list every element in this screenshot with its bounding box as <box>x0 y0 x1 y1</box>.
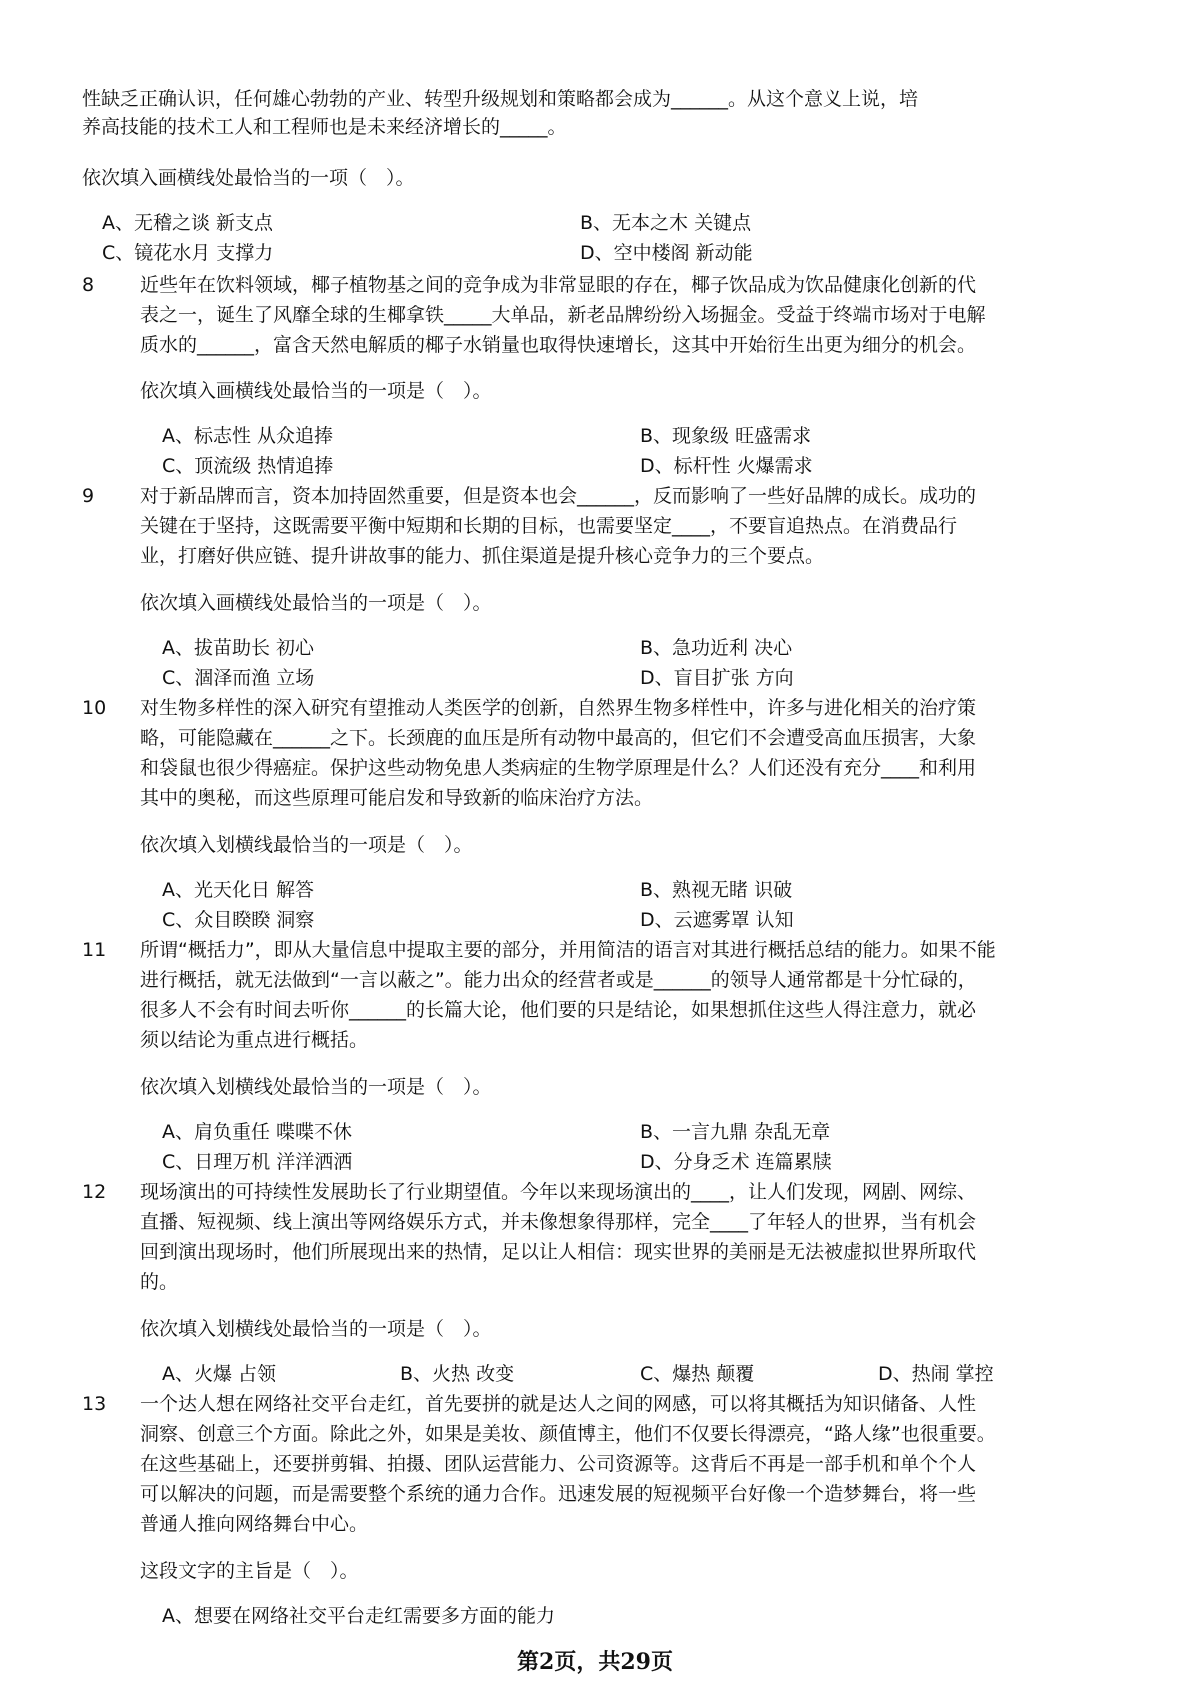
intro-option-c: C、镜花水月 支撑力 <box>102 242 274 264</box>
question-10-line-3: 和袋鼠也很少得癌症。保护这些动物免患人类病症的生物学原理是什么？人们还没有充分____和利用 <box>140 757 977 779</box>
question-13-prompt: 这段文字的主旨是（ ）。 <box>140 1560 359 1582</box>
intro-option-a: A、无稽之谈 新支点 <box>102 212 274 234</box>
question-8-option-a: A、标志性 从众追捧 <box>162 425 334 447</box>
question-12-prompt: 依次填入划横线处最恰当的一项是（ ）。 <box>140 1318 492 1340</box>
question-13-line-2: 洞察、创意三个方面。除此之外，如果是美妆、颜值博主，他们不仅要长得漂亮，“路人缘”也很重要。 <box>140 1423 996 1445</box>
question-9-number: 9 <box>82 485 95 507</box>
question-8-line-2: 表之一，诞生了风靡全球的生椰拿铁_____大单品，新老品牌纷纷入场掘金。受益于终端市场对于电解 <box>140 304 986 326</box>
question-8-prompt: 依次填入画横线处最恰当的一项是（ ）。 <box>140 380 492 402</box>
question-8-option-c: C、顶流级 热情追捧 <box>162 455 334 477</box>
question-11-line-2: 进行概括，就无法做到“一言以蔽之”。能力出众的经营者或是______的领导人通常都是十分忙碌的， <box>140 969 977 991</box>
question-10-option-b: B、熟视无睹 识破 <box>640 879 793 901</box>
question-11-number: 11 <box>82 939 107 961</box>
question-9-line-2: 关键在于坚持，这既需要平衡中短期和长期的目标，也需要坚定____，不要盲追热点。在消费品行 <box>140 515 958 537</box>
question-10-option-c: C、众目睽睽 洞察 <box>162 909 315 931</box>
question-11-line-4: 须以结论为重点进行概括。 <box>140 1029 369 1051</box>
intro-option-b: B、无本之木 关键点 <box>580 212 752 234</box>
question-8-option-b: B、现象级 旺盛需求 <box>640 425 812 447</box>
question-12-number: 12 <box>82 1181 107 1203</box>
intro-line-1: 性缺乏正确认识，任何雄心勃勃的产业、转型升级规划和策略都会成为______。从这个意义上说，培 <box>82 88 919 110</box>
question-11-option-b: B、一言九鼎 杂乱无章 <box>640 1121 831 1143</box>
question-13-number: 13 <box>82 1393 107 1415</box>
question-12-line-3: 回到演出现场时，他们所展现出来的热情，足以让人相信：现实世界的美丽是无法被虚拟世界所取代 <box>140 1241 977 1263</box>
question-12-option-c: C、爆热 颠覆 <box>640 1363 755 1385</box>
page-footer: 第2页，共29页 <box>517 1649 673 1675</box>
question-10-option-d: D、云遮雾罩 认知 <box>640 909 794 931</box>
question-12-option-d: D、热闹 掌控 <box>878 1363 994 1385</box>
question-8-number: 8 <box>82 274 95 296</box>
question-9-line-3: 业，打磨好供应链、提升讲故事的能力、抓住渠道是提升核心竞争力的三个要点。 <box>140 545 825 567</box>
question-11-option-a: A、肩负重任 喋喋不休 <box>162 1121 353 1143</box>
question-12-option-b: B、火热 改变 <box>400 1363 515 1385</box>
question-13-line-3: 在这些基础上，还要拼剪辑、拍摄、团队运营能力、公司资源等。这背后不再是一部手机和单个个人 <box>140 1453 977 1475</box>
question-12-line-2: 直播、短视频、线上演出等网络娱乐方式，并未像想象得那样，完全____了年轻人的世界，当有机会 <box>140 1211 977 1233</box>
question-10-number: 10 <box>82 697 107 719</box>
question-11-option-c: C、日理万机 洋洋洒洒 <box>162 1151 353 1173</box>
question-11-line-1: 所谓“概括力”，即从大量信息中提取主要的部分，并用简洁的语言对其进行概括总结的能力。如果不能 <box>140 939 996 961</box>
question-10-line-1: 对生物多样性的深入研究有望推动人类医学的创新，自然界生物多样性中，许多与进化相关的治疗策 <box>140 697 977 719</box>
question-13-line-1: 一个达人想在网络社交平台走红，首先要拼的就是达人之间的网感，可以将其概括为知识储备、人性 <box>140 1393 977 1415</box>
question-9-option-b: B、急功近利 决心 <box>640 637 793 659</box>
question-9-prompt: 依次填入画横线处最恰当的一项是（ ）。 <box>140 592 492 614</box>
question-9-option-a: A、拔苗助长 初心 <box>162 637 315 659</box>
question-12-option-a: A、火爆 占领 <box>162 1363 277 1385</box>
question-8-option-d: D、标杆性 火爆需求 <box>640 455 813 477</box>
intro-prompt: 依次填入画横线处最恰当的一项（ ）。 <box>82 167 415 189</box>
question-13-line-4: 可以解决的问题，而是需要整个系统的通力合作。迅速发展的短视频平台好像一个造梦舞台，将一些 <box>140 1483 977 1505</box>
question-9-option-d: D、盲目扩张 方向 <box>640 667 794 689</box>
question-12-line-4: 的。 <box>140 1271 179 1293</box>
question-12-line-1: 现场演出的可持续性发展助长了行业期望值。今年以来现场演出的____，让人们发现，网剧、网综、 <box>140 1181 977 1203</box>
question-10-line-4: 其中的奥秘，而这些原理可能启发和导致新的临床治疗方法。 <box>140 787 654 809</box>
question-13-option-a: A、想要在网络社交平台走红需要多方面的能力 <box>162 1605 555 1627</box>
question-11-option-d: D、分身乏术 连篇累牍 <box>640 1151 832 1173</box>
intro-line-2: 养高技能的技术工人和工程师也是未来经济增长的_____。 <box>82 116 567 138</box>
question-11-prompt: 依次填入划横线处最恰当的一项是（ ）。 <box>140 1076 492 1098</box>
question-8-line-3: 质水的______，富含天然电解质的椰子水销量也取得快速增长，这其中开始衍生出更为细分的机会。 <box>140 334 977 356</box>
question-8-line-1: 近些年在饮料领域，椰子植物基之间的竞争成为非常显眼的存在，椰子饮品成为饮品健康化创新的代 <box>140 274 977 296</box>
intro-option-d: D、空中楼阁 新动能 <box>580 242 753 264</box>
question-11-line-3: 很多人不会有时间去听你______的长篇大论，他们要的只是结论，如果想抓住这些人得注意力，就必 <box>140 999 977 1021</box>
question-10-line-2: 略，可能隐藏在______之下。长颈鹿的血压是所有动物中最高的，但它们不会遭受高血压损害，大象 <box>140 727 977 749</box>
question-9-line-1: 对于新品牌而言，资本加持固然重要，但是资本也会______，反而影响了一些好品牌的成长。成功的 <box>140 485 977 507</box>
question-10-option-a: A、光天化日 解答 <box>162 879 315 901</box>
question-9-option-c: C、涸泽而渔 立场 <box>162 667 315 689</box>
question-10-prompt: 依次填入划横线最恰当的一项是（ ）。 <box>140 834 473 856</box>
question-13-line-5: 普通人推向网络舞台中心。 <box>140 1513 369 1535</box>
